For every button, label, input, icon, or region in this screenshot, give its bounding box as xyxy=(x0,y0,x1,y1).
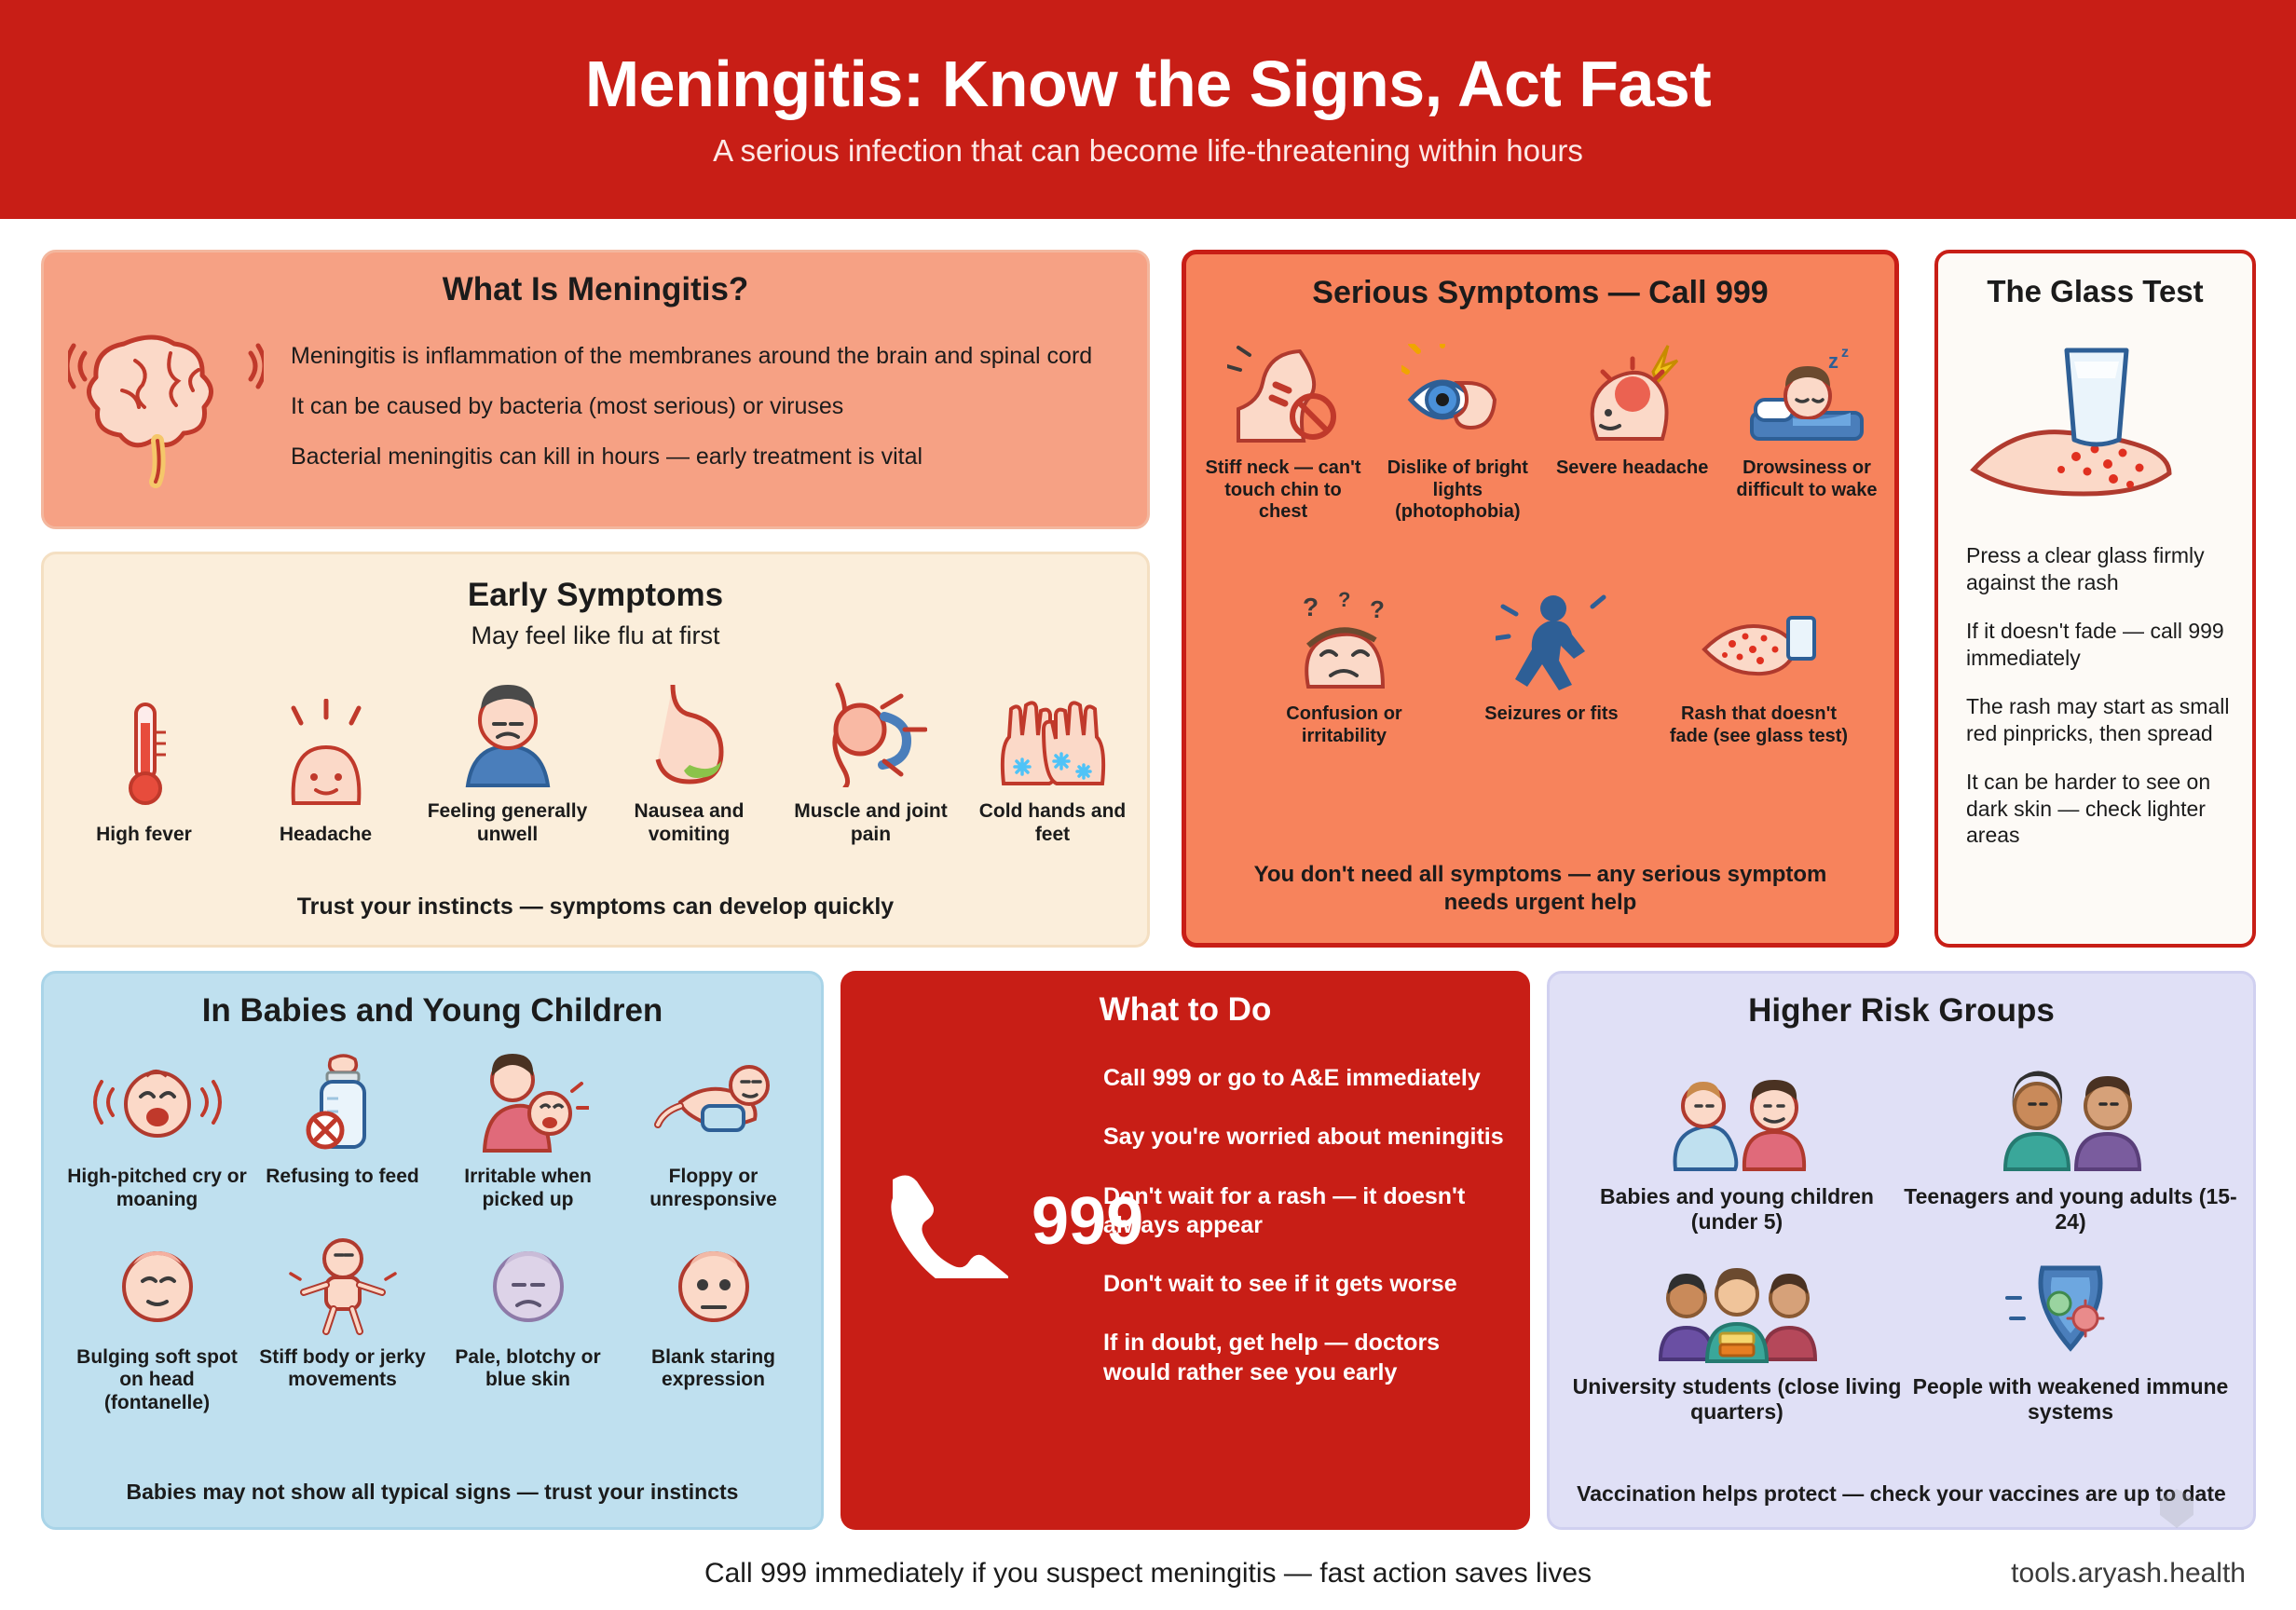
babies-signs-list xyxy=(64,1054,806,1438)
baby-sign-item xyxy=(435,1235,621,1415)
serious-symptoms-row-2 xyxy=(1253,590,1850,747)
baby-sign-item xyxy=(64,1054,250,1212)
what-is-line-1: Meningitis is inflammation of the membranes around the brain and spinal cord xyxy=(291,343,1093,369)
blank-stare-icon xyxy=(621,1235,806,1335)
what-to-do-step: Call 999 or go to A&E immediately xyxy=(1103,1065,1481,1091)
svg-text:z: z xyxy=(1840,345,1849,361)
glass-test-line-2: If it doesn't fade — call 999 immediately xyxy=(1966,619,2224,670)
early-symptoms-title: Early Symptoms xyxy=(467,577,724,613)
teenagers-icon xyxy=(1904,1063,2237,1173)
baby-sign-label: Stiff body or jerky movements xyxy=(259,1345,426,1391)
baby-sign-item xyxy=(250,1235,435,1415)
early-symptom-label: Feeling generally unwell xyxy=(427,800,588,845)
glass-test-text-block xyxy=(1966,542,2232,871)
stiff-neck-icon xyxy=(1203,344,1363,446)
thermometer-icon xyxy=(62,699,226,811)
serious-symptom-item xyxy=(1727,344,1887,524)
head-pain-icon xyxy=(244,699,407,811)
early-symptom-label: Cold hands and feet xyxy=(978,800,1127,845)
risk-group-label: People with weakened immune systems xyxy=(1912,1374,2229,1425)
higher-risk-list xyxy=(1570,1063,2238,1444)
risk-group-item xyxy=(1904,1253,2237,1425)
seizure-icon xyxy=(1461,590,1643,692)
risk-group-item xyxy=(1570,1253,1904,1425)
risk-group-label: Teenagers and young adults (15-24) xyxy=(1904,1184,2237,1235)
footer-message: Call 999 immediately if you suspect meningitis — fast action saves lives xyxy=(704,1558,1592,1589)
what-to-do-step: Don't wait for a rash — it doesn't always appear xyxy=(1103,1182,1466,1238)
students-group-icon xyxy=(1570,1253,1904,1363)
baby-sign-item xyxy=(64,1235,250,1415)
photophobia-eye-icon xyxy=(1377,344,1538,446)
serious-symptom-label: Confusion or irritability xyxy=(1286,703,1402,746)
emergency-number: 999 xyxy=(1032,1184,1144,1259)
early-symptom-item xyxy=(608,675,771,847)
early-symptoms-list xyxy=(62,675,1134,847)
glass-test-title: The Glass Test xyxy=(1987,274,2204,308)
risk-group-label: University students (close living quarters) xyxy=(1572,1374,1902,1425)
what-to-do-step: Say you're worried about meningitis xyxy=(1103,1124,1504,1151)
serious-symptom-label: Severe headache xyxy=(1555,457,1709,478)
page-title: Meningitis: Know the Signs, Act Fast xyxy=(584,47,1712,120)
stomach-icon xyxy=(608,675,771,787)
baby-sign-label: Blank staring expression xyxy=(650,1345,776,1391)
what-is-title: What Is Meningitis? xyxy=(442,271,749,307)
baby-sign-label: Irritable when picked up xyxy=(464,1166,592,1210)
early-symptoms-subtitle: May feel like flu at first xyxy=(471,621,720,650)
stiff-body-icon xyxy=(250,1235,435,1335)
risk-group-label: Babies and young children (under 5) xyxy=(1600,1184,1874,1235)
serious-symptoms-footer: You don't need all symptoms — any serious symptom needs urgent help xyxy=(1253,862,1827,915)
drowsiness-sleep-icon xyxy=(1727,344,1887,446)
glass-test-line-4: It can be harder to see on dark skin — check lighter areas xyxy=(1966,770,2211,848)
weak-immune-shield-icon xyxy=(1904,1253,2237,1363)
early-symptom-item xyxy=(789,675,952,847)
what-to-do-steps xyxy=(1103,1064,1504,1417)
early-symptom-item xyxy=(426,675,589,847)
watermark-icon xyxy=(2158,1487,2195,1530)
page-subtitle: A serious infection that can become life-threatening within hours xyxy=(713,133,1583,169)
serious-symptom-item xyxy=(1253,590,1435,747)
early-symptom-label: Headache xyxy=(279,823,373,845)
glass-on-rash-icon xyxy=(1957,330,2236,516)
baby-sign-item xyxy=(621,1054,806,1212)
serious-symptom-label: Stiff neck — can't touch chin to chest xyxy=(1205,457,1361,523)
glass-test-card xyxy=(1934,250,2256,948)
glass-test-line-1: Press a clear glass firmly against the rash xyxy=(1966,543,2205,594)
early-symptom-label: Muscle and joint pain xyxy=(794,800,948,845)
severe-headache-icon xyxy=(1552,344,1713,446)
baby-sign-item xyxy=(435,1054,621,1212)
joint-pain-icon xyxy=(789,675,952,787)
higher-risk-footer: Vaccination helps protect — check your vaccines are up to date xyxy=(1577,1481,2226,1506)
higher-risk-title: Higher Risk Groups xyxy=(1748,992,2055,1029)
serious-symptoms-title: Serious Symptoms — Call 999 xyxy=(1312,275,1769,310)
what-is-line-2: It can be caused by bacteria (most serious) or viruses xyxy=(291,393,844,419)
serious-symptom-item xyxy=(1552,344,1713,524)
svg-text:?: ? xyxy=(1302,593,1319,621)
serious-symptom-item xyxy=(1203,344,1363,524)
footer-source: tools.aryash.health xyxy=(2011,1558,2246,1589)
rash-arm-icon xyxy=(1668,590,1850,692)
what-to-do-card xyxy=(840,971,1530,1530)
irritable-baby-icon xyxy=(435,1054,621,1154)
serious-symptom-label: Dislike of bright lights (photophobia) xyxy=(1387,457,1528,523)
early-symptom-item xyxy=(971,675,1134,847)
what-is-meningitis-card xyxy=(41,250,1150,529)
serious-symptoms-row-1 xyxy=(1203,344,1887,524)
early-symptom-item xyxy=(244,699,407,847)
cold-hands-icon xyxy=(971,675,1134,787)
baby-sign-label: High-pitched cry or moaning xyxy=(67,1166,247,1210)
baby-sign-label: Pale, blotchy or blue skin xyxy=(455,1345,601,1391)
pale-skin-icon xyxy=(435,1235,621,1335)
serious-symptom-label: Drowsiness or difficult to wake xyxy=(1736,457,1878,500)
what-to-do-step: If in doubt, get help — doctors would rather see you early xyxy=(1103,1330,1441,1385)
baby-sign-label: Bulging soft spot on head (fontanelle) xyxy=(76,1345,238,1414)
babies-and-children-card xyxy=(41,971,824,1530)
serious-symptom-item xyxy=(1668,590,1850,747)
glass-test-line-3: The rash may start as small red pinpricks, then spread xyxy=(1966,694,2230,745)
early-symptoms-footer: Trust your instincts — symptoms can develop quickly xyxy=(296,894,895,920)
what-to-do-step: Don't wait to see if it gets worse xyxy=(1103,1271,1457,1297)
early-symptom-item xyxy=(62,699,226,847)
serious-symptoms-card xyxy=(1182,250,1899,948)
fontanelle-icon xyxy=(64,1235,250,1335)
early-symptom-label: Nausea and vomiting xyxy=(634,800,745,845)
header-banner xyxy=(0,0,2296,219)
baby-sign-label: Floppy or unresponsive xyxy=(649,1166,777,1210)
serious-symptom-item xyxy=(1377,344,1538,524)
what-is-line-3: Bacterial meningitis can kill in hours — early treatment is vital xyxy=(291,443,923,470)
crying-baby-icon xyxy=(64,1054,250,1154)
higher-risk-groups-card xyxy=(1547,971,2256,1530)
early-symptoms-card xyxy=(41,552,1150,948)
svg-text:?: ? xyxy=(1369,595,1385,623)
refusing-bottle-icon xyxy=(250,1054,435,1154)
what-to-do-title: What to Do xyxy=(1099,991,1272,1028)
babies-footer: Babies may not show all typical signs — trust your instincts xyxy=(126,1480,739,1504)
what-is-text-block xyxy=(291,341,1111,492)
svg-text:?: ? xyxy=(1337,590,1350,611)
baby-and-child-icon xyxy=(1570,1063,1904,1173)
unwell-person-icon xyxy=(426,675,589,787)
serious-symptom-label: Seizures or fits xyxy=(1484,703,1619,724)
svg-text:z: z xyxy=(1827,349,1838,373)
floppy-baby-icon xyxy=(621,1054,806,1154)
confusion-icon xyxy=(1253,590,1435,692)
baby-sign-item xyxy=(250,1054,435,1212)
early-symptom-label: High fever xyxy=(96,823,192,845)
risk-group-item xyxy=(1904,1063,2237,1235)
risk-group-item xyxy=(1570,1063,1904,1235)
baby-sign-label: Refusing to feed xyxy=(266,1166,419,1187)
babies-title: In Babies and Young Children xyxy=(201,992,663,1029)
brain-icon xyxy=(68,305,264,491)
baby-sign-item xyxy=(621,1235,806,1415)
serious-symptom-item xyxy=(1461,590,1643,747)
serious-symptom-label: Rash that doesn't fade (see glass test) xyxy=(1669,703,1849,746)
